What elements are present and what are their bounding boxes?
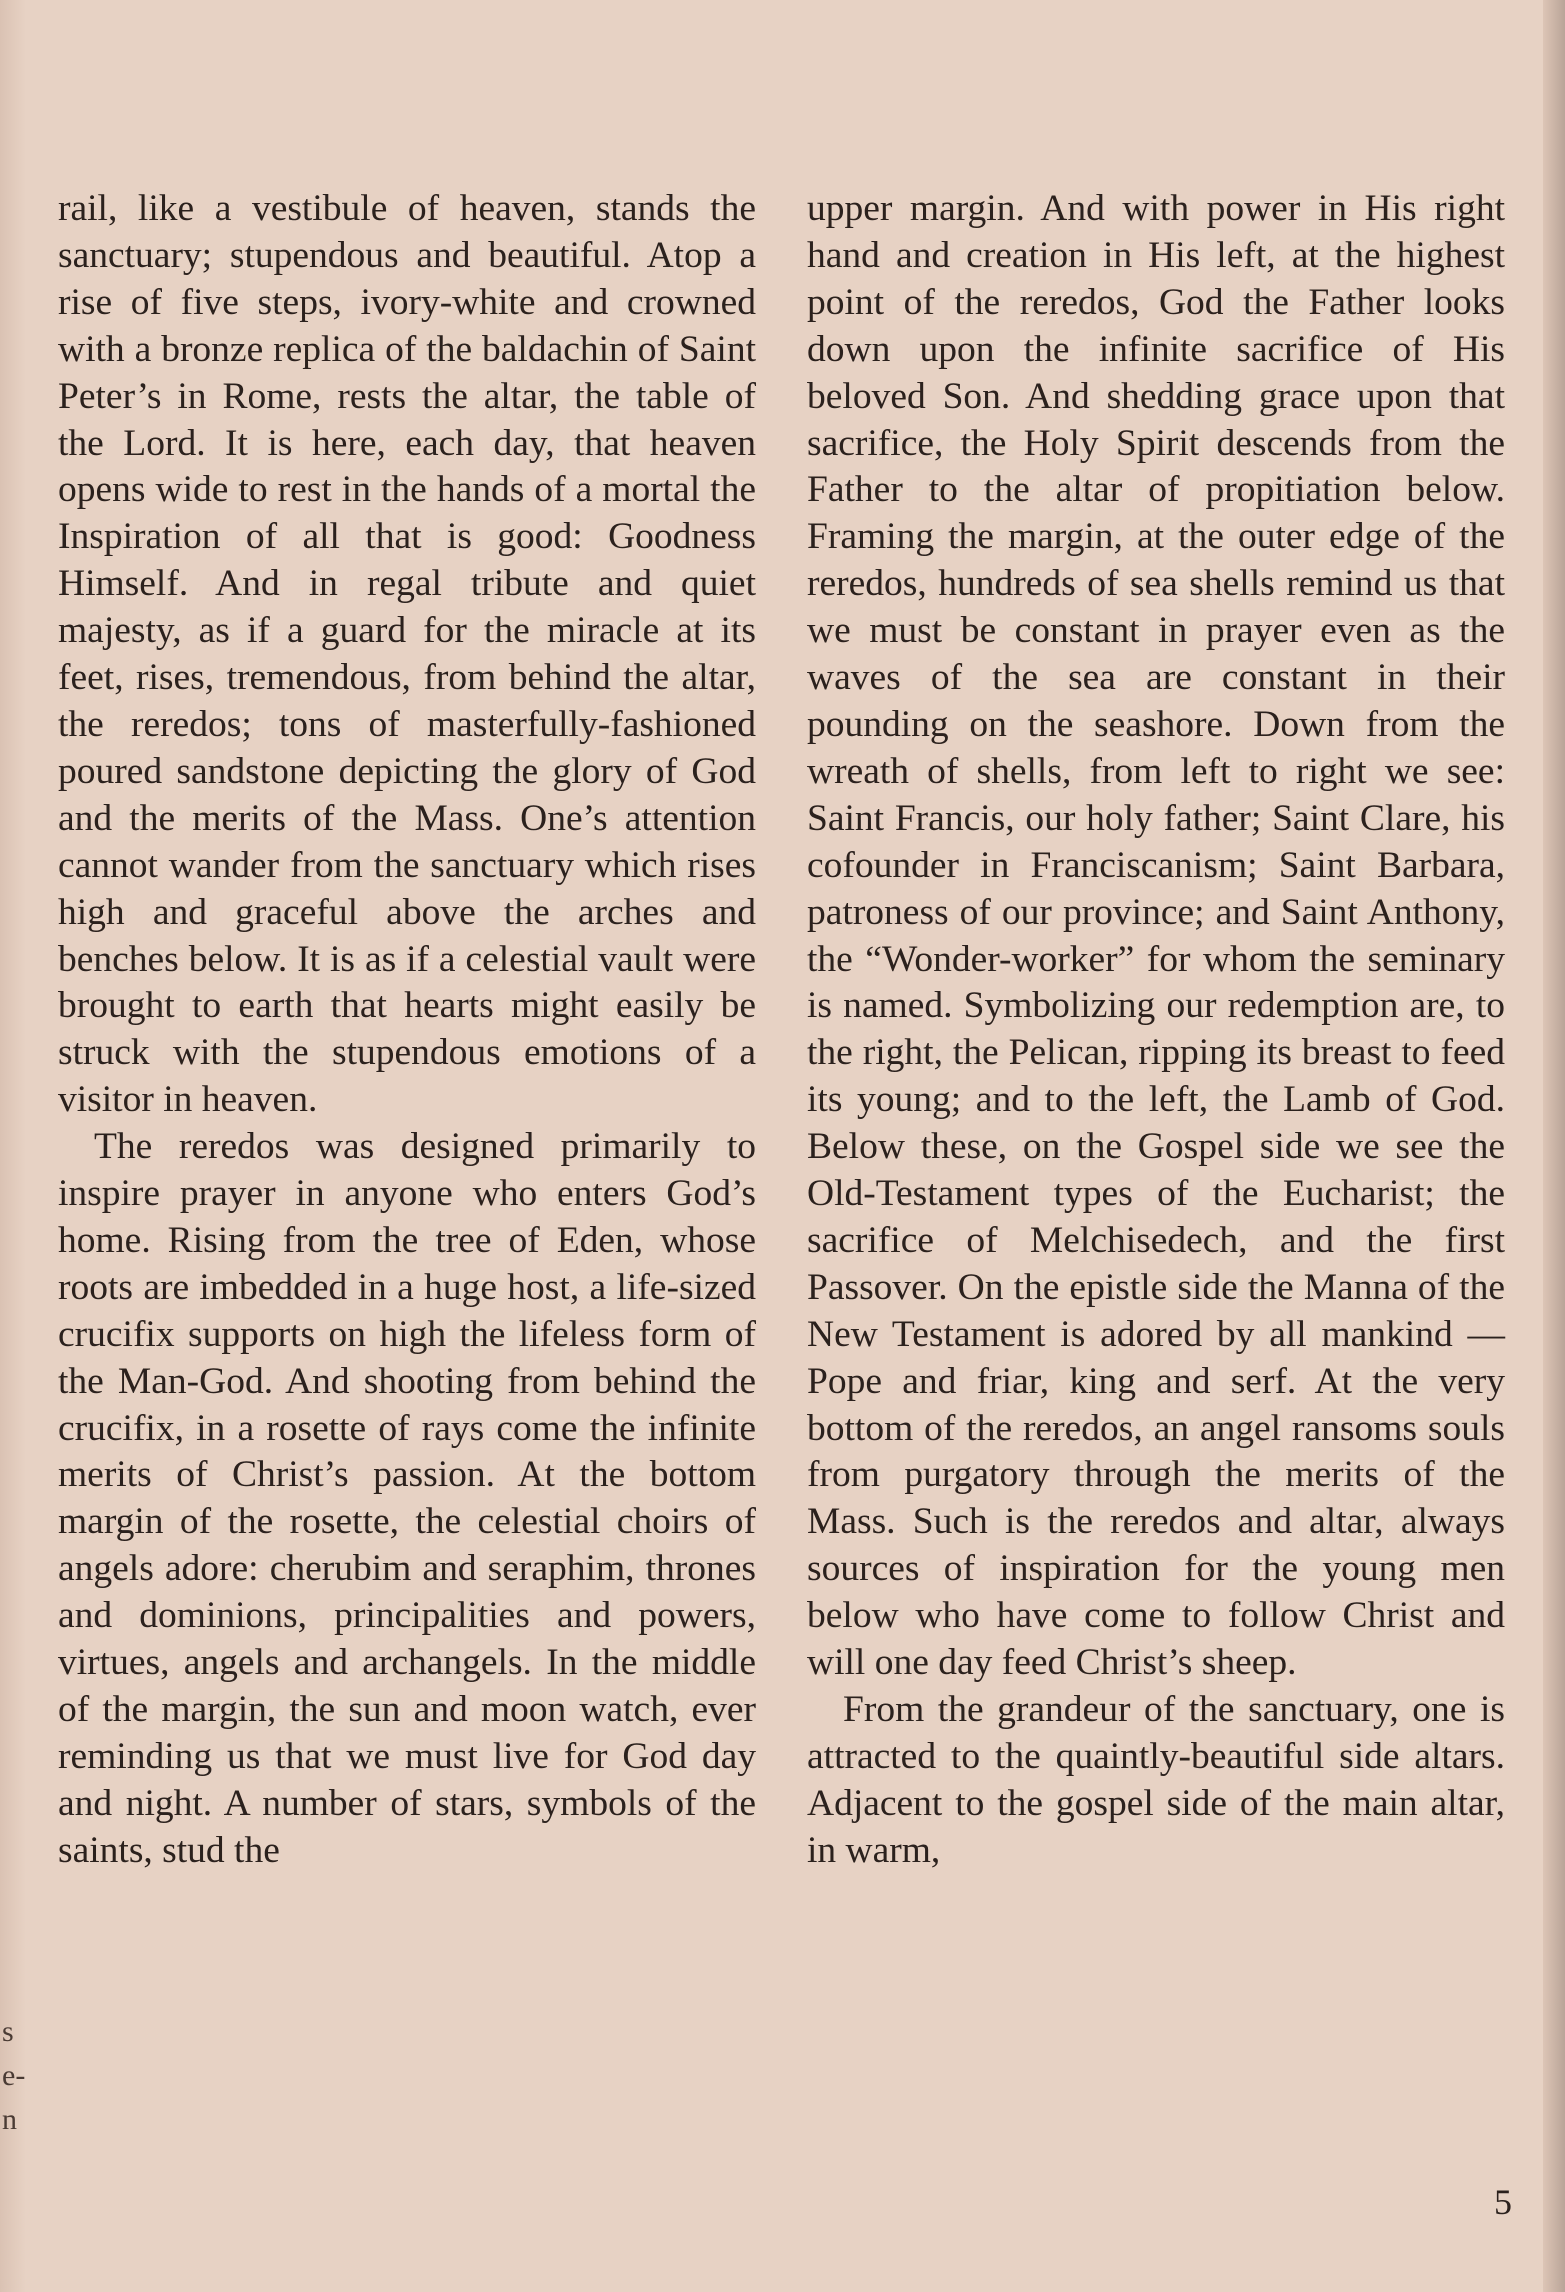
right-column [807,186,1505,1875]
right-paragraph-2: From the grandeur of the sanctuary, one is attracted to the quaintly-beautiful side altars. Adjacent to the gospel side of the main altar, in warm, [807,1689,1505,1871]
fragment-2: e- [2,2059,26,2092]
facing-page-fragments [2,2010,25,2142]
left-column [58,186,756,1875]
left-paragraph-1: rail, like a vestibule of heaven, stands the sanctuary; stupendous and beautiful. Atop a rise of five steps, ivory-white and crowned with a bronze replica of the baldachin of Saint Peter’s in Rome, rests the altar, the table of the Lord. It is here, each day, that heaven opens wide to rest in the hands of a mortal the Inspiration of all that is good: Goodness Himself. And in regal tribute and quiet majesty, as if a guard for the miracle at its feet, rises, tremendous, from behind the altar, the reredos; tons of masterfully-fashioned poured sandstone depicting the glory of God and the merits of the Mass. One’s attention cannot wander from the sanctuary which rises high and graceful above the arches and benches below. It is as if a celestial vault were brought to earth that hearts might easily be struck with the stupendous emotions of a visitor in heaven. [58,188,756,1121]
page-edge [1543,0,1565,2292]
right-paragraph-1: upper margin. And with power in His right hand and creation in His left, at the highest point of the reredos, God the Father looks down upon the infinite sacrifice of His beloved Son. And shedding grace upon that sacrifice, the Holy Spirit descends from the Father to the altar of propitiation below. Framing the margin, at the outer edge of the reredos, hundreds of sea shells remind us that we must be constant in prayer even as the waves of the sea are constant in their pounding on the seashore. Down from the wreath of shells, from left to right we see: Saint Francis, our holy father; Saint Clare, his cofounder in Franciscanism; Saint Barbara, patroness of our province; and Saint Anthony, the “Wonder-worker” for whom the seminary is named. Symbolizing our redemption are, to the right, the Pelican, ripping its breast to feed its young; and to the left, the Lamb of God. Below these, on the Gospel side we see the Old-Testament types of the Eucharist; the sacrifice of Melchisedech, and the first Passover. On the epistle side the Manna of the New Testament is adored by all mankind — Pope and friar, king and serf. At the very bottom of the reredos, an angel ransoms souls from purgatory through the merits of the Mass. Such is the reredos and altar, always sources of inspiration for the young men below who have come to follow Christ and will one day feed Christ’s sheep. [807,188,1505,1684]
page-number: 5 [1494,2182,1512,2222]
left-paragraph-2: The reredos was designed primarily to inspire prayer in anyone who enters God’s home. Rising from the tree of Eden, whose roots are imbedded in a huge host, a life-sized crucifix supports on high the lifeless form of the Man-God. And shooting from behind the crucifix, in a rosette of rays come the infinite merits of Christ’s passion. At the bottom margin of the rosette, the celestial choirs of angels adore: cherubim and seraphim, thrones and dominions, principalities and powers, virtues, angels and archangels. In the middle of the margin, the sun and moon watch, ever reminding us that we must live for God day and night. A number of stars, symbols of the saints, stud the [58,1126,756,1871]
fragment-3: n [2,2103,17,2136]
fragment-1: s [2,2015,14,2048]
gutter-shadow [0,0,26,2292]
